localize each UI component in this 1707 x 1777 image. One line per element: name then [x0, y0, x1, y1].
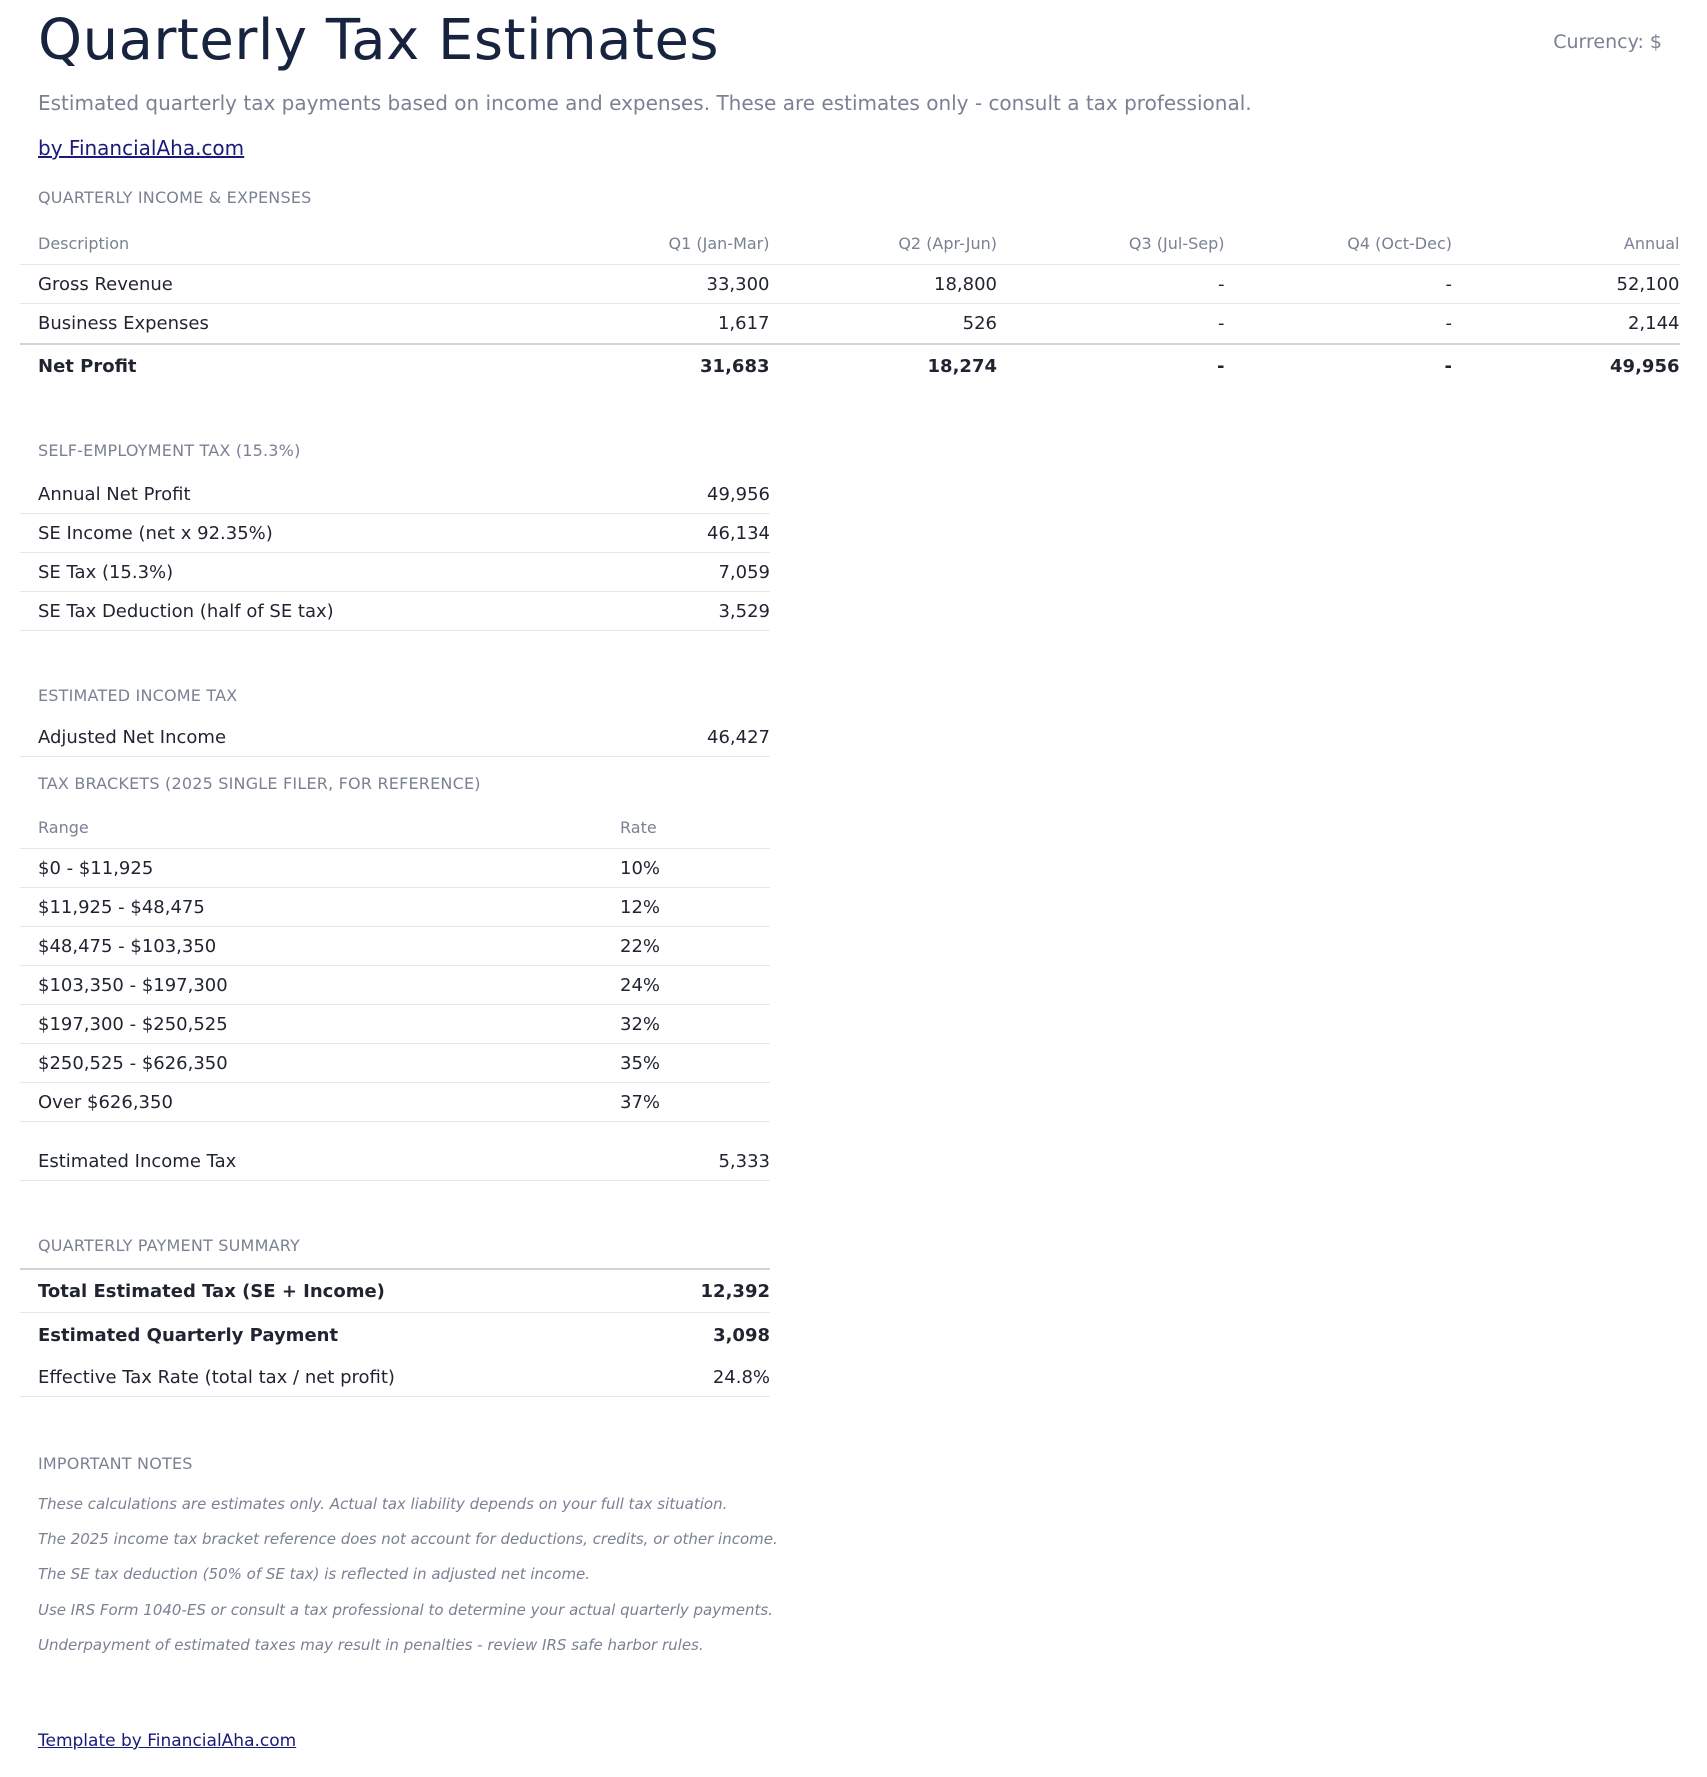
income-table: [20, 223, 1680, 387]
cell-value: 3,529: [718, 600, 770, 622]
column-header: Q1 (Jan-Mar): [668, 234, 770, 253]
bracket-rate: 37%: [620, 1091, 661, 1113]
income-tax-section-label: ESTIMATED INCOME TAX: [38, 686, 238, 705]
cell-value: 3,098: [713, 1325, 770, 1346]
column-header: Description: [38, 234, 130, 253]
cell-value: 2,144: [1627, 313, 1680, 334]
bracket-rate: 12%: [620, 896, 661, 918]
table-row: [20, 475, 770, 514]
cell-value: 5,333: [718, 1150, 770, 1172]
table-row: [20, 1005, 770, 1044]
table-row: [20, 849, 770, 888]
notes-section-label: IMPORTANT NOTES: [38, 1454, 193, 1473]
cell-value: 18,274: [927, 355, 997, 377]
cell-value: 31,683: [700, 355, 770, 377]
column-header: Q4 (Oct-Dec): [1347, 234, 1452, 253]
row-label: SE Tax Deduction (half of SE tax): [38, 600, 334, 622]
bracket-rate: 10%: [620, 857, 661, 879]
table-row: [20, 514, 770, 553]
bracket-rate: 35%: [620, 1052, 661, 1074]
cell-value: 18,800: [934, 273, 997, 295]
cell-value: 46,427: [707, 726, 770, 748]
row-label: Net Profit: [38, 355, 137, 377]
income-section-label: QUARTERLY INCOME & EXPENSES: [38, 188, 312, 207]
cell-value: 46,134: [707, 522, 770, 544]
cell-value: -: [1218, 313, 1225, 334]
table-row: [20, 553, 770, 592]
cell-value: 12,392: [700, 1280, 770, 1302]
page-title: Quarterly Tax Estimates: [38, 8, 720, 73]
cell-value: -: [1218, 273, 1225, 295]
cell-value: 24.8%: [712, 1366, 770, 1388]
effective-rate-row: [20, 1358, 770, 1397]
row-label: Estimated Quarterly Payment: [38, 1325, 339, 1346]
column-header: Annual: [1623, 234, 1680, 253]
table-header-row: [20, 223, 1680, 265]
table-header-row: [20, 807, 770, 849]
column-header: Range: [38, 818, 89, 837]
table-row: [20, 1142, 770, 1181]
bracket-range: $197,300 - $250,525: [38, 1013, 228, 1035]
row-label: Gross Revenue: [38, 273, 173, 295]
table-row: [20, 927, 770, 966]
cell-value: -: [1217, 355, 1225, 377]
bracket-rate: 22%: [620, 935, 661, 957]
row-label: Effective Tax Rate (total tax / net profit): [38, 1366, 395, 1388]
bracket-range: $11,925 - $48,475: [38, 896, 205, 918]
column-header: Rate: [620, 818, 657, 837]
table-row: [20, 966, 770, 1005]
row-label: SE Tax (15.3%): [38, 561, 174, 583]
note-item: Use IRS Form 1040-ES or consult a tax professional to determine your actual quarterly payments.: [38, 1600, 773, 1619]
bracket-rate: 32%: [620, 1013, 661, 1035]
note-item: The SE tax deduction (50% of SE tax) is reflected in adjusted net income.: [38, 1565, 591, 1584]
column-header: Q3 (Jul-Sep): [1128, 234, 1225, 253]
cell-value: 49,956: [1610, 355, 1680, 377]
bracket-range: $0 - $11,925: [38, 857, 154, 879]
table-row: [20, 1044, 770, 1083]
net-profit-row: [20, 343, 1680, 387]
row-label: Business Expenses: [38, 313, 209, 334]
summary-section-label: QUARTERLY PAYMENT SUMMARY: [38, 1236, 300, 1255]
table-row: [20, 888, 770, 927]
cell-value: 526: [962, 313, 997, 334]
page-subtitle: Estimated quarterly tax payments based on income and expenses. These are estimates only - consult a tax professional.: [38, 91, 1252, 115]
bracket-range: $103,350 - $197,300: [38, 974, 228, 996]
footer-link[interactable]: Template by FinancialAha.com: [38, 1731, 297, 1751]
byline-link[interactable]: by FinancialAha.com: [38, 136, 245, 160]
bracket-range: $48,475 - $103,350: [38, 935, 217, 957]
row-label: SE Income (net x 92.35%): [38, 522, 273, 544]
cell-value: -: [1444, 355, 1452, 377]
table-row: [20, 718, 770, 757]
estimated-income-tax-table: [20, 1142, 770, 1181]
table-row: [20, 265, 1680, 304]
currency-label: Currency: $: [1553, 31, 1662, 53]
column-header: Q2 (Apr-Jun): [898, 234, 997, 253]
table-row: [20, 592, 770, 631]
cell-value: 7,059: [718, 561, 770, 583]
row-label: Adjusted Net Income: [38, 726, 227, 748]
total-tax-row: [20, 1268, 770, 1313]
brackets-section-label: TAX BRACKETS (2025 SINGLE FILER, FOR REFERENCE): [38, 774, 481, 793]
note-item: The 2025 income tax bracket reference does not account for deductions, credits, or other income.: [38, 1530, 778, 1549]
se-tax-table: [20, 475, 770, 631]
cell-value: 52,100: [1616, 273, 1680, 295]
tax-brackets-table: [20, 807, 770, 1122]
row-label: Total Estimated Tax (SE + Income): [38, 1280, 385, 1302]
note-item: These calculations are estimates only. Actual tax liability depends on your full tax situation.: [38, 1495, 728, 1513]
bracket-range: Over $626,350: [38, 1091, 173, 1113]
bracket-range: $250,525 - $626,350: [38, 1052, 228, 1074]
cell-value: 33,300: [706, 273, 770, 295]
quarterly-payment-row: [20, 1313, 770, 1358]
payment-summary-table: [20, 1268, 770, 1397]
table-row: [20, 1083, 770, 1122]
adjusted-income-table: [20, 718, 770, 757]
se-tax-section-label: SELF-EMPLOYMENT TAX (15.3%): [38, 441, 301, 460]
cell-value: 49,956: [707, 483, 770, 505]
row-label: Annual Net Profit: [38, 483, 191, 505]
table-row: [20, 304, 1680, 343]
cell-value: -: [1445, 313, 1452, 334]
note-item: Underpayment of estimated taxes may result in penalties - review IRS safe harbor rules.: [38, 1635, 704, 1654]
cell-value: -: [1445, 273, 1452, 295]
bracket-rate: 24%: [620, 974, 661, 996]
notes-list: [38, 1494, 778, 1670]
row-label: Estimated Income Tax: [38, 1150, 237, 1172]
cell-value: 1,617: [717, 313, 770, 334]
